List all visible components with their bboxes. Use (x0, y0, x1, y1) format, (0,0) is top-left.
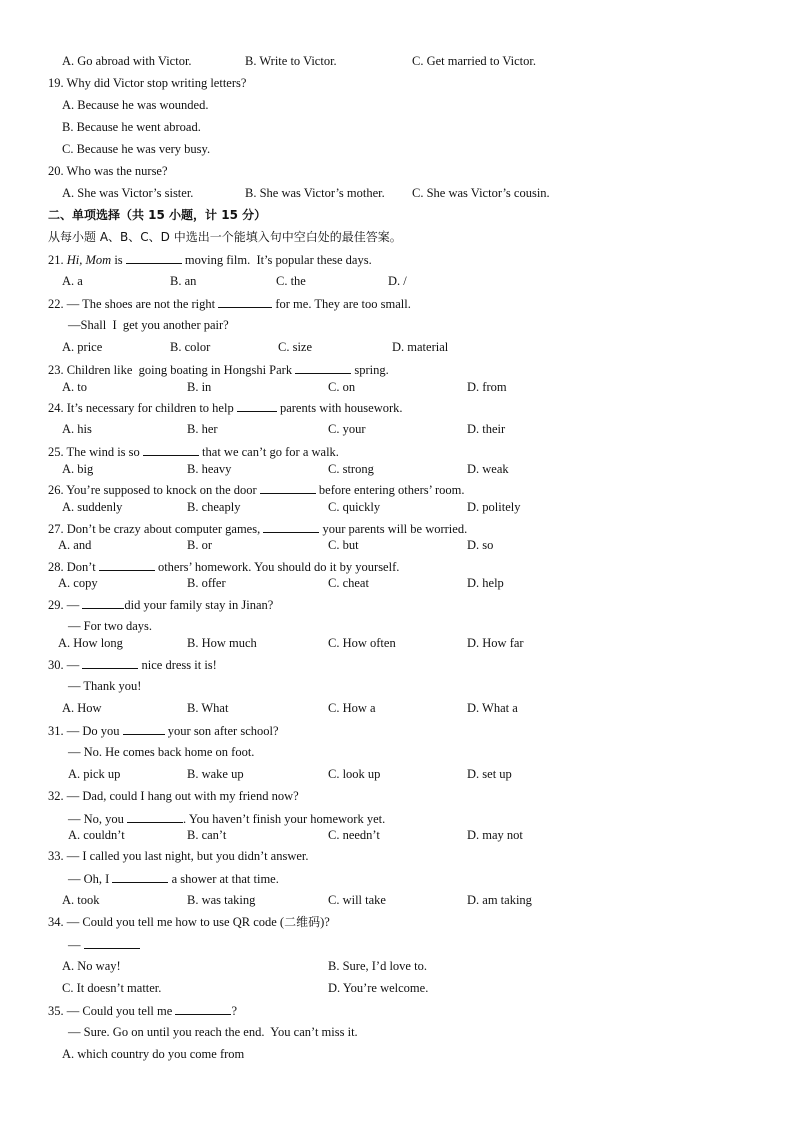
question-text: — Oh, I a shower at that time. (68, 872, 279, 886)
q19-option-c[interactable]: C. Because he was very busy. (62, 142, 211, 156)
q18-options (0, 53, 794, 69)
q34-reply (0, 936, 794, 952)
question-text: 27. Don’t be crazy about computer games, your parents will be worried. (48, 522, 468, 536)
q29-stem (0, 596, 794, 612)
question-text: 35. — Could you tell me ? (48, 1004, 237, 1018)
q20-options (0, 185, 794, 201)
answer-blank[interactable] (218, 295, 272, 308)
question-text: 26. You’re supposed to knock on the door before entering others’ room. (48, 483, 465, 497)
q34-stem (0, 914, 794, 930)
q26-option-b[interactable]: B. cheaply (187, 500, 241, 514)
answer-blank[interactable] (82, 596, 124, 609)
question-text: 30. — nice dress it is! (48, 658, 217, 672)
question-text: — No, you . You haven’t finish your homework yet. (68, 812, 386, 826)
q32-option-c[interactable]: C. needn’t (328, 828, 380, 842)
q30-option-a[interactable]: A. How (62, 701, 102, 715)
q21-option-a[interactable]: A. a (62, 274, 83, 288)
q32-reply (0, 810, 794, 826)
q27-option-d[interactable]: D. so (467, 538, 494, 552)
q23-option-c[interactable]: C. on (328, 380, 356, 394)
q26-option-d[interactable]: D. politely (467, 500, 521, 514)
q34-options-row2 (0, 980, 794, 996)
q30-options (0, 700, 794, 716)
q19-option-b[interactable]: B. Because he went abroad. (62, 120, 201, 134)
q29-option-c[interactable]: C. How often (328, 636, 396, 650)
q23-option-b[interactable]: B. in (187, 380, 212, 394)
q28-option-b[interactable]: B. offer (187, 576, 226, 590)
q34-option-b[interactable]: B. Sure, I’d love to. (328, 959, 427, 973)
answer-blank[interactable] (99, 558, 155, 571)
q33-stem: 33. — I called you last night, but you didn’t answer. (48, 849, 309, 863)
q32-option-a[interactable]: A. couldn’t (68, 828, 125, 842)
q21-option-d[interactable]: D. / (388, 274, 407, 288)
q27-stem (0, 520, 794, 536)
question-text: 25. The wind is so that we can’t go for a walk. (48, 445, 339, 459)
question-text: 22. — The shoes are not the right for me. They are too small. (48, 297, 411, 311)
answer-blank[interactable] (263, 520, 319, 533)
q18-option-a[interactable]: A. Go abroad with Victor. (62, 54, 192, 68)
q27-option-a[interactable]: A. and (58, 538, 92, 552)
q26-option-a[interactable]: A. suddenly (62, 500, 123, 514)
section-instruction (0, 229, 794, 245)
q34-option-a[interactable]: A. No way! (62, 959, 121, 973)
q25-option-c[interactable]: C. strong (328, 462, 374, 476)
q33-option-c[interactable]: C. will take (328, 893, 386, 907)
q28-option-c[interactable]: C. cheat (328, 576, 369, 590)
q22-option-a[interactable]: A. price (62, 340, 103, 354)
answer-blank[interactable] (126, 251, 182, 264)
q20-option-a[interactable]: A. She was Victor’s sister. (62, 186, 194, 200)
q30-option-b[interactable]: B. What (187, 701, 229, 715)
question-text: 21. Hi, Mom is moving film. It’s popular these days. (48, 253, 372, 267)
q22-stem (0, 295, 794, 311)
question-text: 34. — Could you tell me how to use QR code (二维码)? (48, 915, 330, 929)
q19-option-a[interactable]: A. Because he was wounded. (62, 98, 209, 112)
q21-stem (0, 251, 794, 267)
question-text: 24. It’s necessary for children to help parents with housework. (48, 401, 403, 415)
q33-option-a[interactable]: A. took (62, 893, 100, 907)
q31-option-a[interactable]: A. pick up (68, 767, 121, 781)
question-text: 23. Children like going boating in Hongshi Park spring. (48, 363, 389, 377)
q21-options (0, 273, 794, 289)
section-title: 二、单项选择（共 15 小题，计 15 分） (48, 208, 267, 222)
q29-option-b[interactable]: B. How much (187, 636, 257, 650)
question-text: 29. — did your family stay in Jinan? (48, 598, 274, 612)
q25-option-b[interactable]: B. heavy (187, 462, 232, 476)
q31-option-d[interactable]: D. set up (467, 767, 512, 781)
q30-reply: — Thank you! (68, 679, 142, 693)
q20-option-b[interactable]: B. She was Victor’s mother. (245, 186, 385, 200)
q27-options (0, 537, 794, 553)
q22-option-d[interactable]: D. material (392, 340, 449, 354)
answer-blank[interactable] (143, 443, 199, 456)
q20-stem (0, 163, 794, 179)
question-text: 31. — Do you your son after school? (48, 724, 279, 738)
q24-options (0, 421, 794, 437)
question-text: — (68, 936, 140, 953)
q32-options (0, 827, 794, 843)
q34-option-c[interactable]: C. It doesn’t matter. (62, 981, 162, 995)
q34-option-d[interactable]: D. You’re welcome. (328, 981, 429, 995)
q22-options (0, 339, 794, 355)
q33-option-d[interactable]: D. am taking (467, 893, 532, 907)
q22-option-b[interactable]: B. color (170, 340, 211, 354)
answer-blank[interactable] (127, 810, 183, 823)
q18-option-b[interactable]: B. Write to Victor. (245, 54, 337, 68)
section-heading (0, 207, 794, 223)
q29-options (0, 635, 794, 651)
q21-option-c[interactable]: C. the (276, 274, 306, 288)
q23-option-a[interactable]: A. to (62, 380, 87, 394)
answer-blank[interactable] (295, 361, 351, 374)
answer-blank[interactable] (84, 936, 140, 949)
q24-stem (0, 399, 794, 415)
q35-stem (0, 1002, 794, 1018)
q25-option-d[interactable]: D. weak (467, 462, 509, 476)
q24-option-d[interactable]: D. their (467, 422, 506, 436)
q30-stem (0, 656, 794, 672)
q31-option-b[interactable]: B. wake up (187, 767, 244, 781)
answer-blank[interactable] (123, 722, 165, 735)
q23-stem (0, 361, 794, 377)
q31-reply: — No. He comes back home on foot. (68, 745, 255, 759)
q26-option-c[interactable]: C. quickly (328, 500, 381, 514)
q32-stem: 32. — Dad, could I hang out with my friend now? (48, 789, 299, 803)
q22-option-c[interactable]: C. size (278, 340, 313, 354)
answer-blank[interactable] (175, 1002, 231, 1015)
q18-option-c[interactable]: C. Get married to Victor. (412, 54, 536, 68)
question-text: 20. Who was the nurse? (48, 164, 168, 178)
q23-options (0, 379, 794, 395)
q27-option-c[interactable]: C. but (328, 538, 359, 552)
q35-reply: — Sure. Go on until you reach the end. You can’t miss it. (68, 1025, 358, 1039)
instruction-text: 从每小题 A、B、C、D 中选出一个能填入句中空白处的最佳答案。 (48, 230, 402, 244)
q28-option-a[interactable]: A. copy (58, 576, 98, 590)
q23-option-d[interactable]: D. from (467, 380, 507, 394)
q24-option-b[interactable]: B. her (187, 422, 218, 436)
q25-option-a[interactable]: A. big (62, 462, 94, 476)
q33-reply (0, 870, 794, 886)
q25-options (0, 461, 794, 477)
q29-option-a[interactable]: A. How long (58, 636, 123, 650)
q19-stem (0, 75, 794, 91)
q30-option-d[interactable]: D. What a (467, 701, 518, 715)
q33-options (0, 892, 794, 908)
q32-option-b[interactable]: B. can’t (187, 828, 227, 842)
q28-option-d[interactable]: D. help (467, 576, 504, 590)
q20-option-c[interactable]: C. She was Victor’s cousin. (412, 186, 550, 200)
q30-option-c[interactable]: C. How a (328, 701, 376, 715)
q31-option-c[interactable]: C. look up (328, 767, 381, 781)
q31-options (0, 766, 794, 782)
question-text: 28. Don’t others’ homework. You should do it by yourself. (48, 560, 400, 574)
q32-option-d[interactable]: D. may not (467, 828, 523, 842)
q29-reply: — For two days. (68, 619, 153, 633)
q34-options-row1 (0, 958, 794, 974)
answer-blank[interactable] (82, 656, 138, 669)
q31-stem (0, 722, 794, 738)
answer-blank[interactable] (237, 399, 277, 412)
answer-blank[interactable] (112, 870, 168, 883)
q35-option-a[interactable]: A. which country do you come from (62, 1047, 245, 1061)
q33-option-b[interactable]: B. was taking (187, 893, 256, 907)
q22-reply: —Shall I get you another pair? (68, 318, 229, 332)
question-text: 19. Why did Victor stop writing letters? (48, 76, 247, 90)
q27-option-b[interactable]: B. or (187, 538, 212, 552)
q24-option-a[interactable]: A. his (62, 422, 92, 436)
q21-option-b[interactable]: B. an (170, 274, 197, 288)
q28-stem (0, 558, 794, 574)
q29-option-d[interactable]: D. How far (467, 636, 524, 650)
q25-stem (0, 443, 794, 459)
q28-options (0, 575, 794, 591)
q26-stem (0, 481, 794, 497)
q24-option-c[interactable]: C. your (328, 422, 366, 436)
answer-blank[interactable] (260, 481, 316, 494)
q26-options (0, 499, 794, 515)
